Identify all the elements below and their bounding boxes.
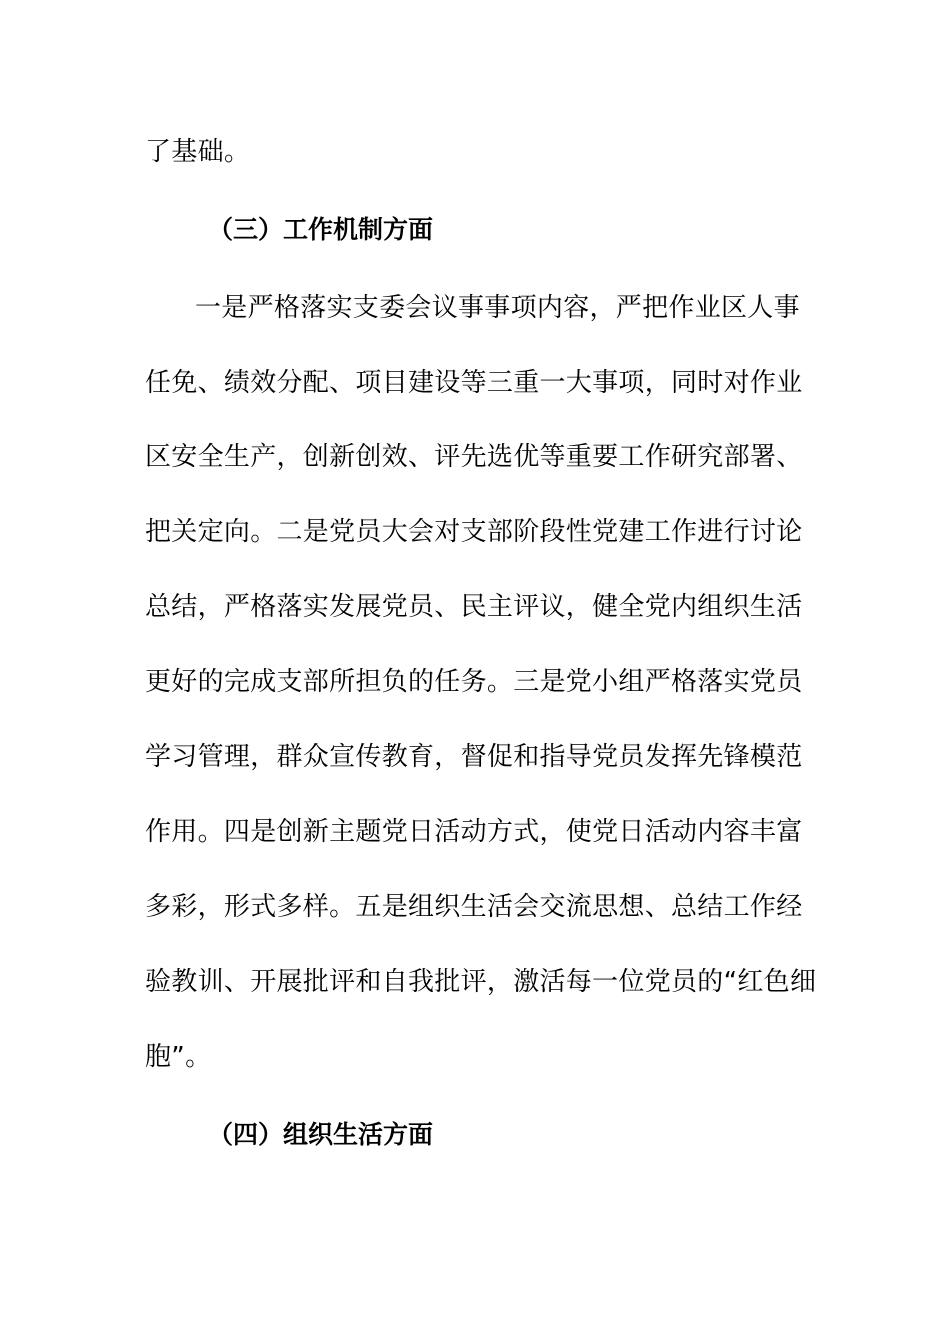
paragraph-line: 验教训、开展批评和自我批评，激活每一位党员的“红色细 — [145, 967, 817, 997]
section-heading-4: （四）组织生活方面 — [208, 1120, 434, 1149]
paragraph-line: 了基础。 — [145, 137, 251, 167]
paragraph-line: 多彩，形式多样。五是组织生活会交流思想、总结工作经 — [145, 892, 803, 922]
section-heading-3: （三）工作机制方面 — [208, 215, 434, 244]
paragraph-line: 胞”。 — [145, 1042, 212, 1072]
paragraph-line: 任免、绩效分配、项目建设等三重一大事项，同时对作业 — [145, 368, 803, 398]
paragraph-line: 作用。四是创新主题党日活动方式，使党日活动内容丰富 — [145, 817, 803, 847]
paragraph-line: 区安全生产，创新创效、评先选优等重要工作研究部署、 — [145, 442, 803, 472]
paragraph-line: 一是严格落实支委会议事事项内容，严把作业区人事 — [195, 293, 800, 323]
paragraph-line: 总结，严格落实发展党员、民主评议，健全党内组织生活 — [145, 592, 803, 622]
paragraph-line: 更好的完成支部所担负的任务。三是党小组严格落实党员 — [145, 667, 803, 697]
paragraph-line: 学习管理，群众宣传教育，督促和指导党员发挥先锋模范 — [145, 742, 803, 772]
paragraph-line: 把关定向。二是党员大会对支部阶段性党建工作进行讨论 — [145, 517, 803, 547]
